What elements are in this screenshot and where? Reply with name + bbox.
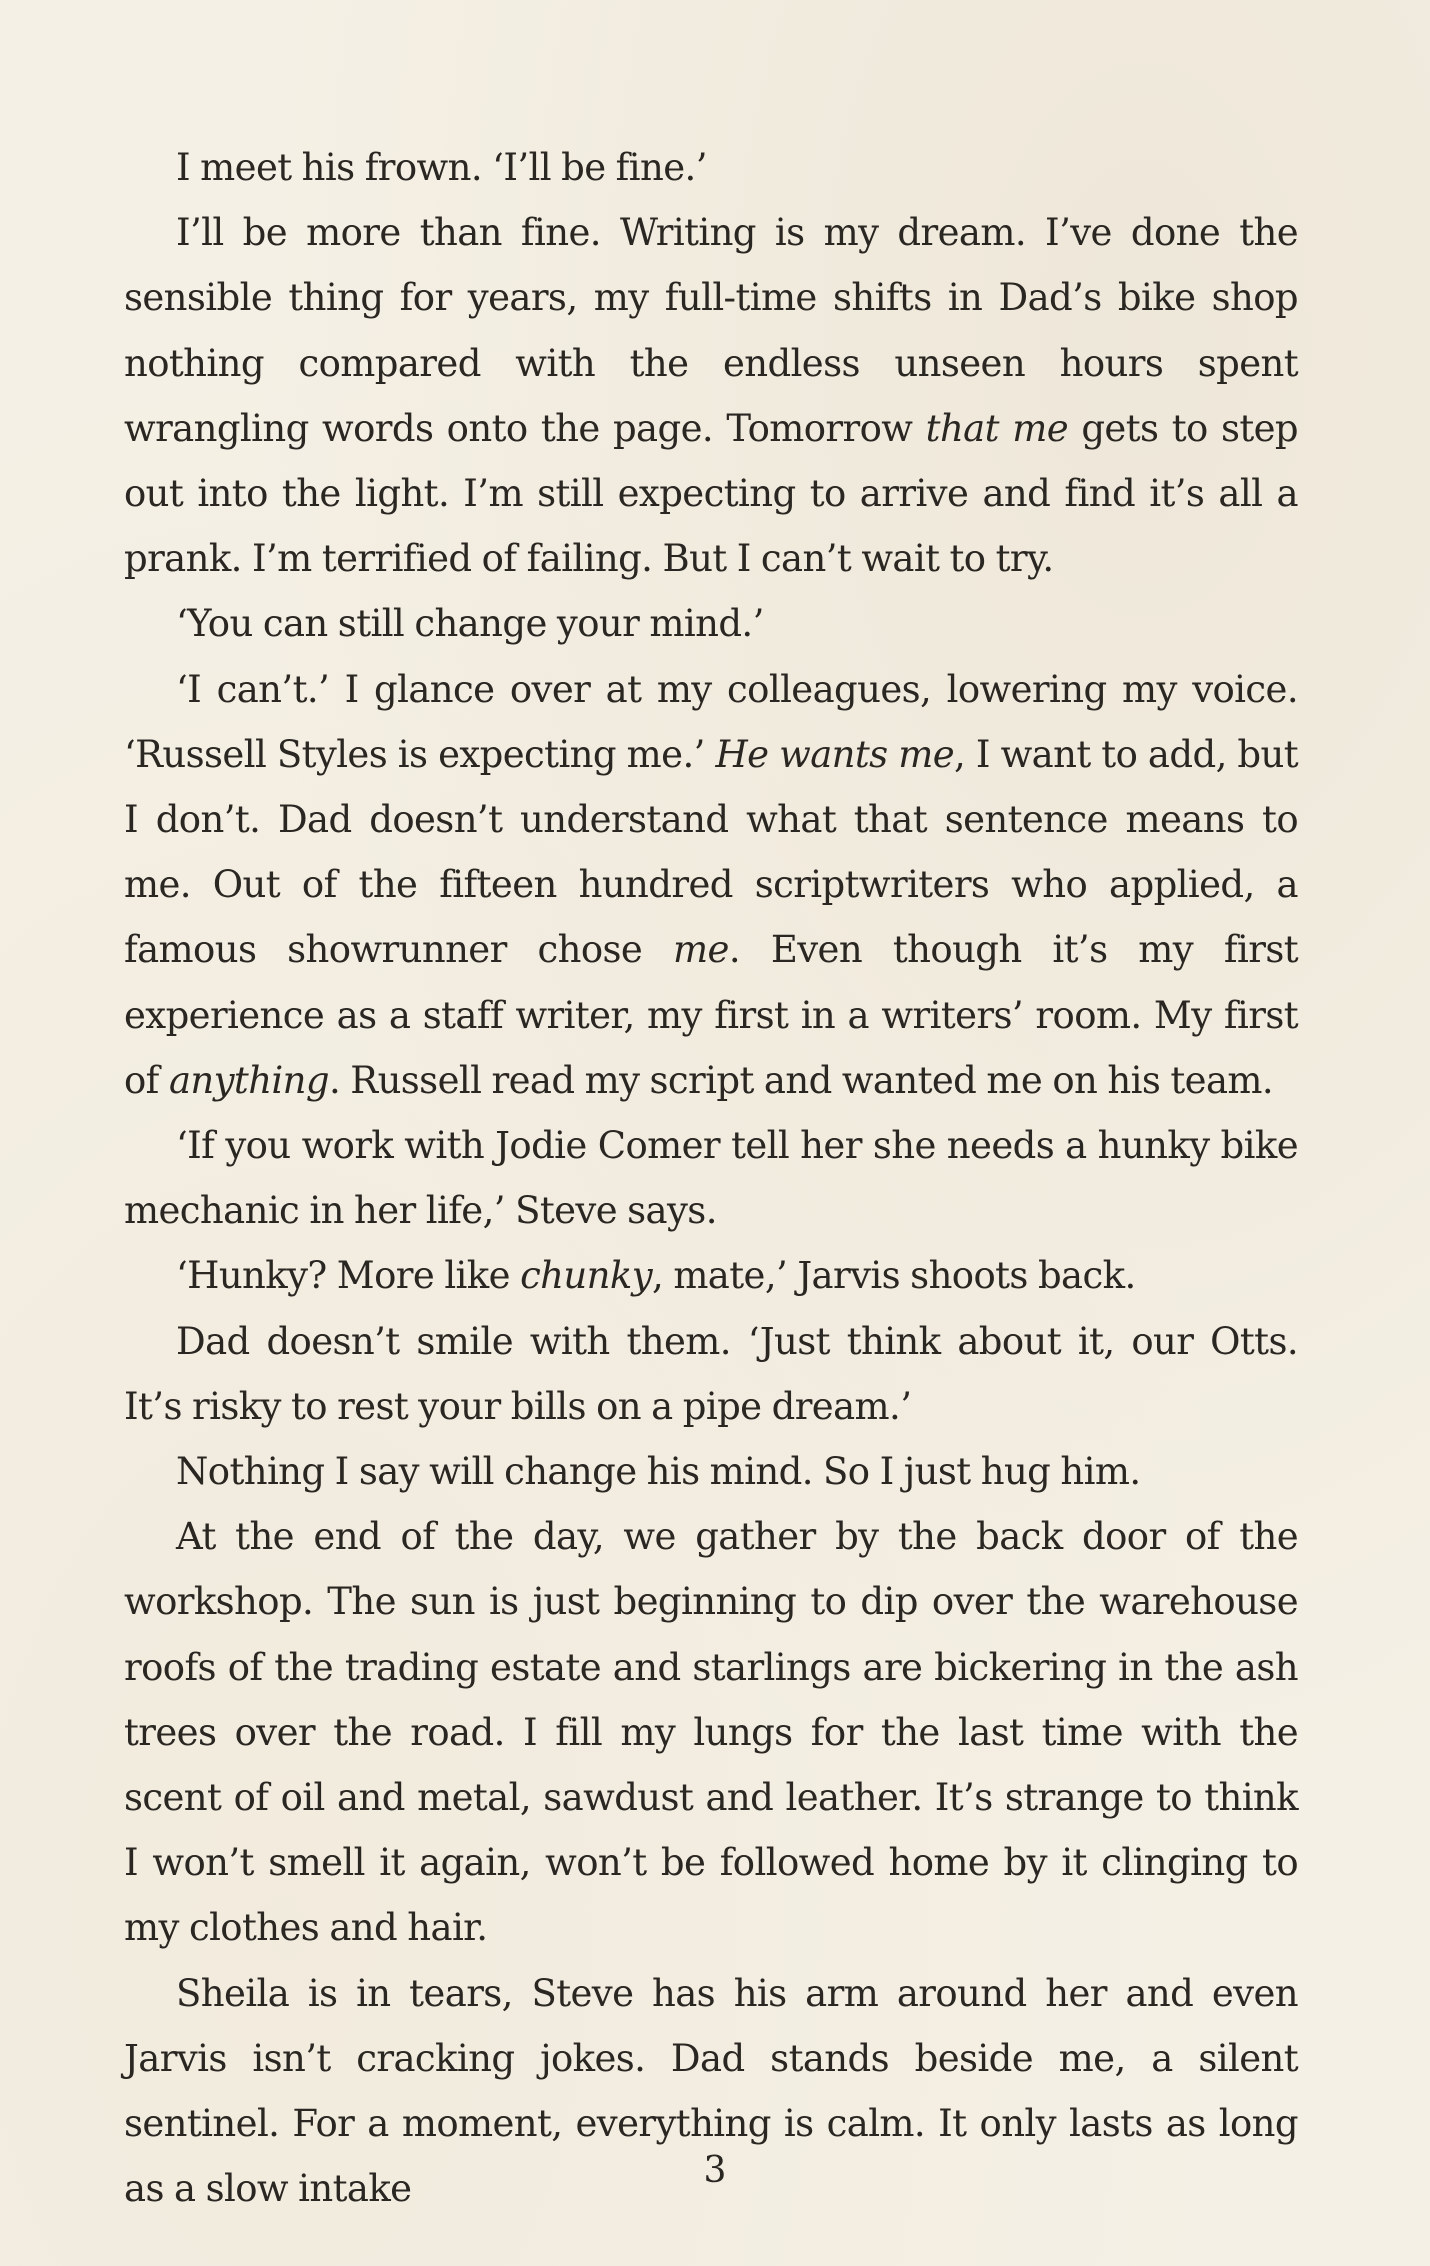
text-run: Sheila is in tears, Steve has his arm around her and even Jarvis isn’t cracking jokes. Dad stands beside me, a silent sentinel. For a moment, everything is calm. It only lasts as long as a slow intake — [124, 1971, 1298, 2211]
text-run: , I want to add, but I don’t. Dad doesn’t understand what that sentence means to me. Out of the fifteen hundred scriptwriters who applied, a famous showrunner chose — [124, 732, 1298, 972]
paragraph — [124, 200, 1298, 591]
italic-text: He wants me — [715, 732, 955, 776]
text-run: . Russell read my script and wanted me on his team. — [328, 1058, 1274, 1102]
text-run: ‘If you work with Jodie Comer tell her she needs a hunky bike mechanic in her life,’ Steve says. — [124, 1124, 1298, 1233]
italic-text: me — [673, 928, 729, 972]
paragraph — [124, 1309, 1298, 1439]
text-run: At the end of the day, we gather by the back door of the workshop. The sun is just beginning to dip over the warehouse roofs of the trading estate and starlings are bickering in the ash trees over the road. I fill my lungs for the last time with the scent of oil and metal, sawdust and leather. It’s strange to think I won’t smell it again, won’t be followed home by it clinging to my clothes and hair. — [124, 1515, 1298, 1950]
text-run: Dad doesn’t smile with them. ‘Just think about it, our Otts. It’s risky to rest your bills on a pipe dream.’ — [124, 1319, 1298, 1428]
paragraph — [124, 1113, 1298, 1243]
body-text — [124, 135, 1298, 2222]
italic-text: anything — [168, 1058, 329, 1102]
text-run: , mate,’ Jarvis shoots back. — [652, 1254, 1136, 1298]
text-run: ‘I can’t.’ I glance over at my colleagues, lowering my voice. ‘Russell Styles is expecting me.’ — [124, 667, 1298, 776]
text-run: I’ll be more than fine. Writing is my dream. I’ve done the sensible thing for years, my full-time shifts in Dad’s bike shop nothing compared with the endless unseen hours spent wrangling words onto the page. Tomorrow — [124, 211, 1298, 450]
text-run: ‘You can still change your mind.’ — [176, 602, 764, 646]
italic-text: chunky — [520, 1254, 652, 1298]
text-run: gets to step out into the light. I’m still expecting to arrive and find it’s all a prank. I’m terrified of failing. But I can’t wait to try. — [124, 406, 1299, 581]
text-run: Nothing I say will change his mind. So I just hug him. — [176, 1450, 1141, 1494]
paragraph — [124, 135, 1298, 200]
paragraph — [124, 591, 1298, 656]
text-run: ‘Hunky? More like — [176, 1254, 521, 1298]
paragraph — [124, 1243, 1298, 1308]
italic-text: that me — [925, 406, 1069, 450]
paragraph — [124, 1439, 1298, 1504]
paragraph — [124, 657, 1298, 1113]
paragraph — [124, 1504, 1298, 1960]
text-run: . Even though it’s my first experience as a staff writer, my first in a writers’ room. My first of — [124, 928, 1298, 1102]
text-run: I meet his frown. ‘I’ll be fine.’ — [176, 146, 707, 189]
page-number: 3 — [703, 2150, 727, 2191]
